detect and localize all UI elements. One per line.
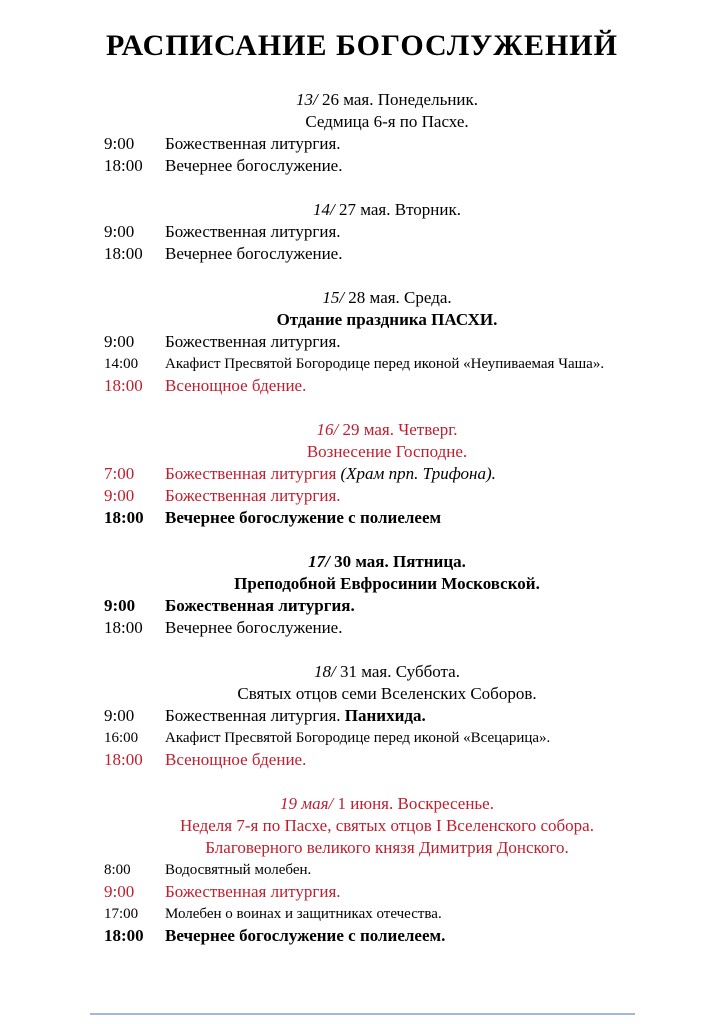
service-time: 18:00 — [104, 244, 143, 263]
service-row — [50, 353, 724, 375]
service-time: 9:00 — [104, 332, 135, 351]
service-description — [165, 749, 724, 771]
text-run: 30 мая. Пятница. — [329, 552, 466, 571]
text-run: 1 июня. Воскресенье. — [333, 794, 494, 813]
text-run: Вечернее богослужение. — [165, 156, 343, 175]
day-header-line — [50, 793, 724, 815]
text-run: Акафист Пресвятой Богородице перед иконой «Неупиваемая Чаша». — [165, 356, 605, 372]
text-run: Седмица 6-я по Пасхе. — [305, 112, 469, 131]
service-row — [50, 375, 724, 397]
text-run: Святых отцов семи Вселенских Соборов. — [237, 684, 537, 703]
service-row — [50, 485, 724, 507]
service-description — [165, 881, 724, 903]
text-run: 29 мая. Четверг. — [338, 420, 458, 439]
day-header-line — [50, 683, 724, 705]
day-section — [50, 661, 724, 771]
service-row — [50, 925, 724, 947]
day-header-line — [50, 661, 724, 683]
text-run: Преподобной Евфросинии Московской. — [234, 574, 540, 593]
service-row — [50, 617, 724, 639]
service-row — [50, 881, 724, 903]
text-run: Вознесение Господне. — [306, 442, 468, 461]
service-description — [165, 133, 724, 155]
schedule — [50, 89, 724, 947]
day-section — [50, 89, 724, 177]
service-description — [165, 243, 724, 265]
service-description — [165, 859, 724, 881]
service-row — [50, 507, 724, 529]
service-time: 9:00 — [104, 596, 136, 615]
service-time: 9:00 — [104, 706, 135, 725]
text-run: Вечернее богослужение с полиелеем — [165, 508, 442, 527]
text-run: Всенощное бдение. — [165, 750, 307, 769]
text-run: 26 мая. Понедельник. — [317, 90, 479, 109]
text-run: Божественная литургия. — [165, 222, 341, 241]
text-run: Божественная литургия. — [165, 596, 355, 615]
service-row — [50, 903, 724, 925]
text-run: 16/ — [316, 420, 339, 439]
text-run: Вечернее богослужение. — [165, 618, 343, 637]
service-row — [50, 243, 724, 265]
text-run: Благоверного великого князя Димитрия Донского. — [205, 838, 569, 857]
service-time: 7:00 — [104, 464, 135, 483]
service-description — [165, 155, 724, 177]
service-row — [50, 727, 724, 749]
text-run: 18/ — [314, 662, 336, 681]
text-run: Неделя 7-я по Пасхе, святых отцов I Вселенского собора. — [180, 816, 594, 835]
text-run: Вечернее богослужение. — [165, 244, 343, 263]
day-header-line — [50, 441, 724, 463]
service-time: 9:00 — [104, 882, 135, 901]
service-time: 16:00 — [104, 730, 139, 746]
service-description — [165, 463, 724, 485]
text-run: 14/ — [313, 200, 335, 219]
service-time: 18:00 — [104, 508, 144, 527]
service-row — [50, 595, 724, 617]
text-run: Отдание праздника ПАСХИ. — [276, 310, 498, 329]
text-run: Акафист Пресвятой Богородице перед иконой «Всецарица». — [165, 730, 551, 746]
day-header-line — [50, 89, 724, 111]
service-description — [165, 353, 724, 375]
text-run: Божественная литургия. — [165, 134, 341, 153]
text-run: 27 мая. Вторник. — [334, 200, 461, 219]
service-time: 18:00 — [104, 926, 144, 945]
service-time: 9:00 — [104, 486, 135, 505]
service-row — [50, 705, 724, 727]
day-header-line — [50, 309, 724, 331]
text-run: Всенощное бдение. — [165, 376, 307, 395]
day-section — [50, 551, 724, 639]
service-description — [165, 595, 724, 617]
page-title: РАСПИСАНИЕ БОГОСЛУЖЕНИЙ — [106, 29, 618, 62]
text-run: 17/ — [308, 552, 330, 571]
service-time: 9:00 — [104, 134, 135, 153]
text-run: (Храм прп. Трифона). — [340, 464, 496, 483]
service-description — [165, 705, 724, 727]
text-run: 31 мая. Суббота. — [335, 662, 460, 681]
service-time: 18:00 — [104, 156, 143, 175]
service-time: 18:00 — [104, 376, 143, 395]
service-description — [165, 485, 724, 507]
service-description — [165, 507, 724, 529]
service-row — [50, 859, 724, 881]
text-run: Божественная литургия. — [165, 706, 345, 725]
service-description — [165, 925, 724, 947]
service-description — [165, 221, 724, 243]
text-run: 19 мая/ — [280, 794, 334, 813]
day-header-line — [50, 815, 724, 837]
day-section — [50, 287, 724, 397]
day-header-line — [50, 199, 724, 221]
service-row — [50, 133, 724, 155]
service-time: 17:00 — [104, 906, 139, 922]
service-description — [165, 903, 724, 925]
text-run: Панихида. — [344, 706, 426, 725]
text-run: Божественная литургия — [165, 464, 341, 483]
day-header-line — [50, 573, 724, 595]
day-header-line — [50, 111, 724, 133]
service-time: 18:00 — [104, 750, 143, 769]
day-header-line — [50, 419, 724, 441]
service-time: 18:00 — [104, 618, 143, 637]
service-row — [50, 155, 724, 177]
text-run: 15/ — [322, 288, 345, 307]
day-header-line — [50, 287, 724, 309]
text-run: Божественная литургия. — [165, 486, 341, 505]
text-run: Молебен о воинах и защитниках отечества. — [165, 906, 442, 922]
service-description — [165, 331, 724, 353]
day-header-line — [50, 837, 724, 859]
service-row — [50, 221, 724, 243]
text-run: Божественная литургия. — [165, 332, 341, 351]
text-run: Вечернее богослужение с полиелеем. — [165, 926, 446, 945]
service-row — [50, 749, 724, 771]
day-section — [50, 199, 724, 265]
text-run: 13/ — [295, 90, 318, 109]
text-run: Божественная литургия. — [165, 882, 341, 901]
service-description — [165, 727, 724, 749]
footer-rule — [90, 1013, 635, 1015]
text-run: Водосвятный молебен. — [165, 862, 312, 878]
service-description — [165, 617, 724, 639]
service-time: 8:00 — [104, 862, 131, 878]
service-description — [165, 375, 724, 397]
service-row — [50, 463, 724, 485]
text-run: 28 мая. Среда. — [344, 288, 452, 307]
day-header-line — [50, 551, 724, 573]
service-time: 9:00 — [104, 222, 135, 241]
service-time: 14:00 — [104, 356, 139, 372]
day-section — [50, 793, 724, 947]
service-row — [50, 331, 724, 353]
day-section — [50, 419, 724, 529]
